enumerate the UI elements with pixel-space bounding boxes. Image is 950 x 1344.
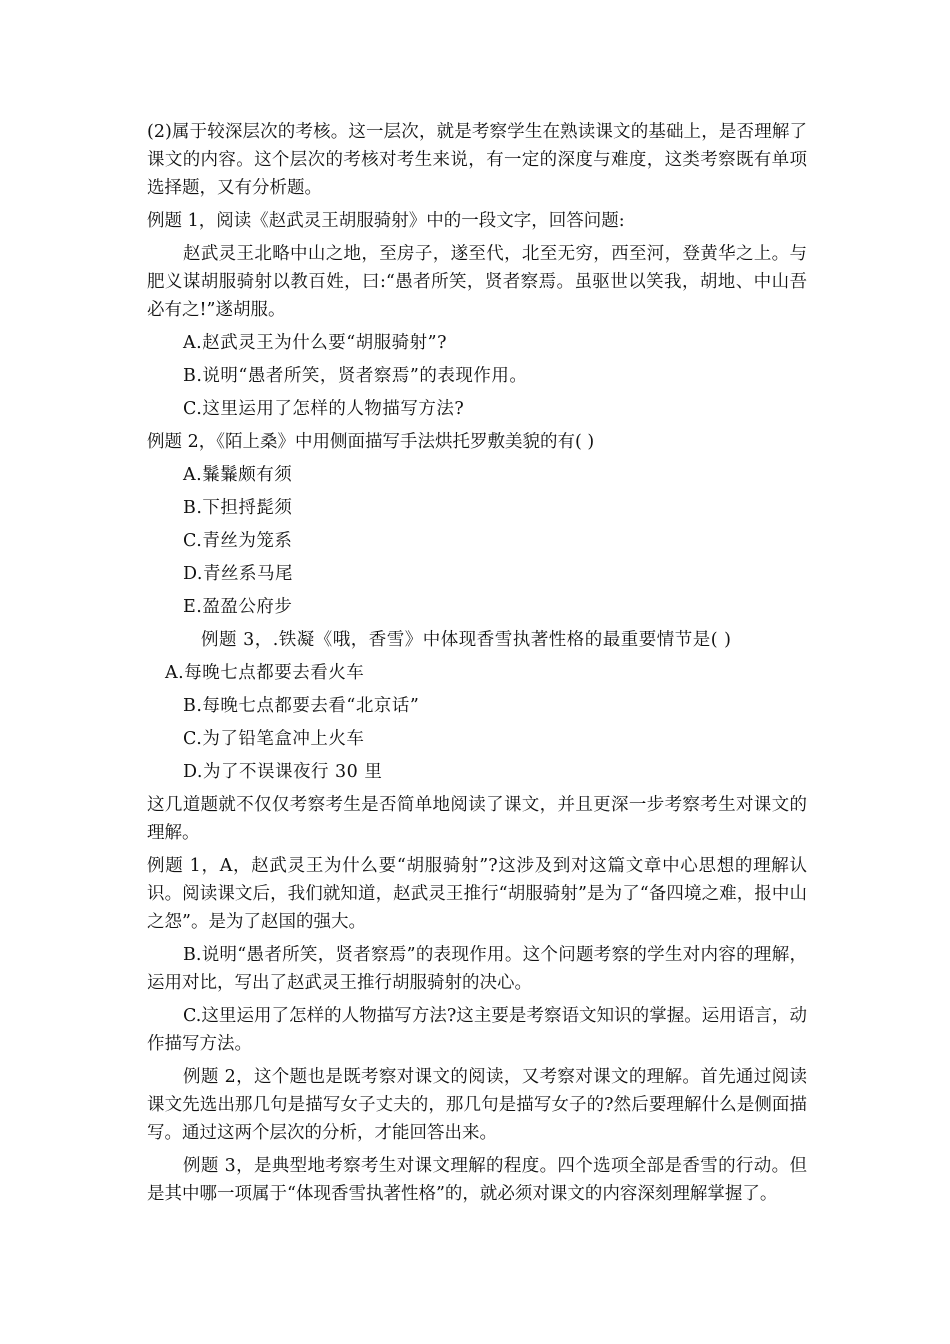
example-1-question-c: C.这里运用了怎样的人物描写方法? <box>183 399 465 419</box>
example-3-option-d: D.为了不误课夜行 30 里 <box>183 762 383 782</box>
document-body <box>147 118 807 1213</box>
example-2-option-e: E.盈盈公府步 <box>183 597 293 617</box>
analysis-example-1-a: 例题 1，A，赵武灵王为什么要“胡服骑射”?这涉及到对这篇文章中心思想的理解认识。阅读课文后，我们就知道，赵武灵王推行“胡服骑射”是为了“备四境之难，报中山之怨”。是为了赵国的强大。 <box>147 856 807 932</box>
example-2-option-a: A.鬑鬑颇有须 <box>183 465 293 485</box>
example-2-option-c: C.青丝为笼系 <box>183 531 293 551</box>
example-1-question-b: B.说明“愚者所笑，贤者察焉”的表现作用。 <box>183 366 528 386</box>
analysis-example-1-c: C.这里运用了怎样的人物描写方法?这主要是考察语文知识的掌握。运用语言，动作描写方法。 <box>147 1006 807 1054</box>
example-1-prompt: 例题 1，阅读《赵武灵王胡服骑射》中的一段文字，回答问题: <box>147 211 625 231</box>
example-3-option-b: B.每晚七点都要去看“北京话” <box>183 696 420 716</box>
example-2-option-b: B.下担捋髭须 <box>183 498 293 518</box>
example-1-question-a: A.赵武灵王为什么要“胡服骑射”? <box>183 333 447 353</box>
section-2-intro: (2)属于较深层次的考核。这一层次，就是考察学生在熟读课文的基础上，是否理解了课文的内容。这个层次的考核对考生来说，有一定的深度与难度，这类考察既有单项选择题，又有分析题。 <box>147 122 807 198</box>
example-3-option-c: C.为了铅笔盒冲上火车 <box>183 729 365 749</box>
analysis-summary: 这几道题就不仅仅考察考生是否简单地阅读了课文，并且更深一步考察考生对课文的理解。 <box>147 795 807 843</box>
example-2-prompt: 例题 2，《陌上桑》中用侧面描写手法烘托罗敷美貌的有( ) <box>147 432 595 452</box>
analysis-example-3: 例题 3，是典型地考察考生对课文理解的程度。四个选项全部是香雪的行动。但是其中哪一项属于“体现香雪执著性格”的，就必须对课文的内容深刻理解掌握了。 <box>147 1156 807 1204</box>
example-2-option-d: D.青丝系马尾 <box>183 564 293 584</box>
example-3-option-a: A.每晚七点都要去看火车 <box>165 663 365 683</box>
example-3-prompt: 例题 3，.铁凝《哦，香雪》中体现香雪执著性格的最重要情节是( ) <box>201 630 732 650</box>
example-1-passage: 赵武灵王北略中山之地，至房子，遂至代，北至无穷，西至河，登黄华之上。与肥义谋胡服骑射以教百姓，曰:“愚者所笑，贤者察焉。虽驱世以笑我，胡地、中山吾必有之!”遂胡服。 <box>147 244 807 320</box>
analysis-example-1-b: B.说明“愚者所笑，贤者察焉”的表现作用。这个问题考察的学生对内容的理解，运用对比，写出了赵武灵王推行胡服骑射的决心。 <box>147 945 807 993</box>
analysis-example-2: 例题 2，这个题也是既考察对课文的阅读，又考察对课文的理解。首先通过阅读课文先选出那几句是描写女子丈夫的，那几句是描写女子的?然后要理解什么是侧面描写。通过这两个层次的分析，才能回答出来。 <box>147 1067 807 1143</box>
